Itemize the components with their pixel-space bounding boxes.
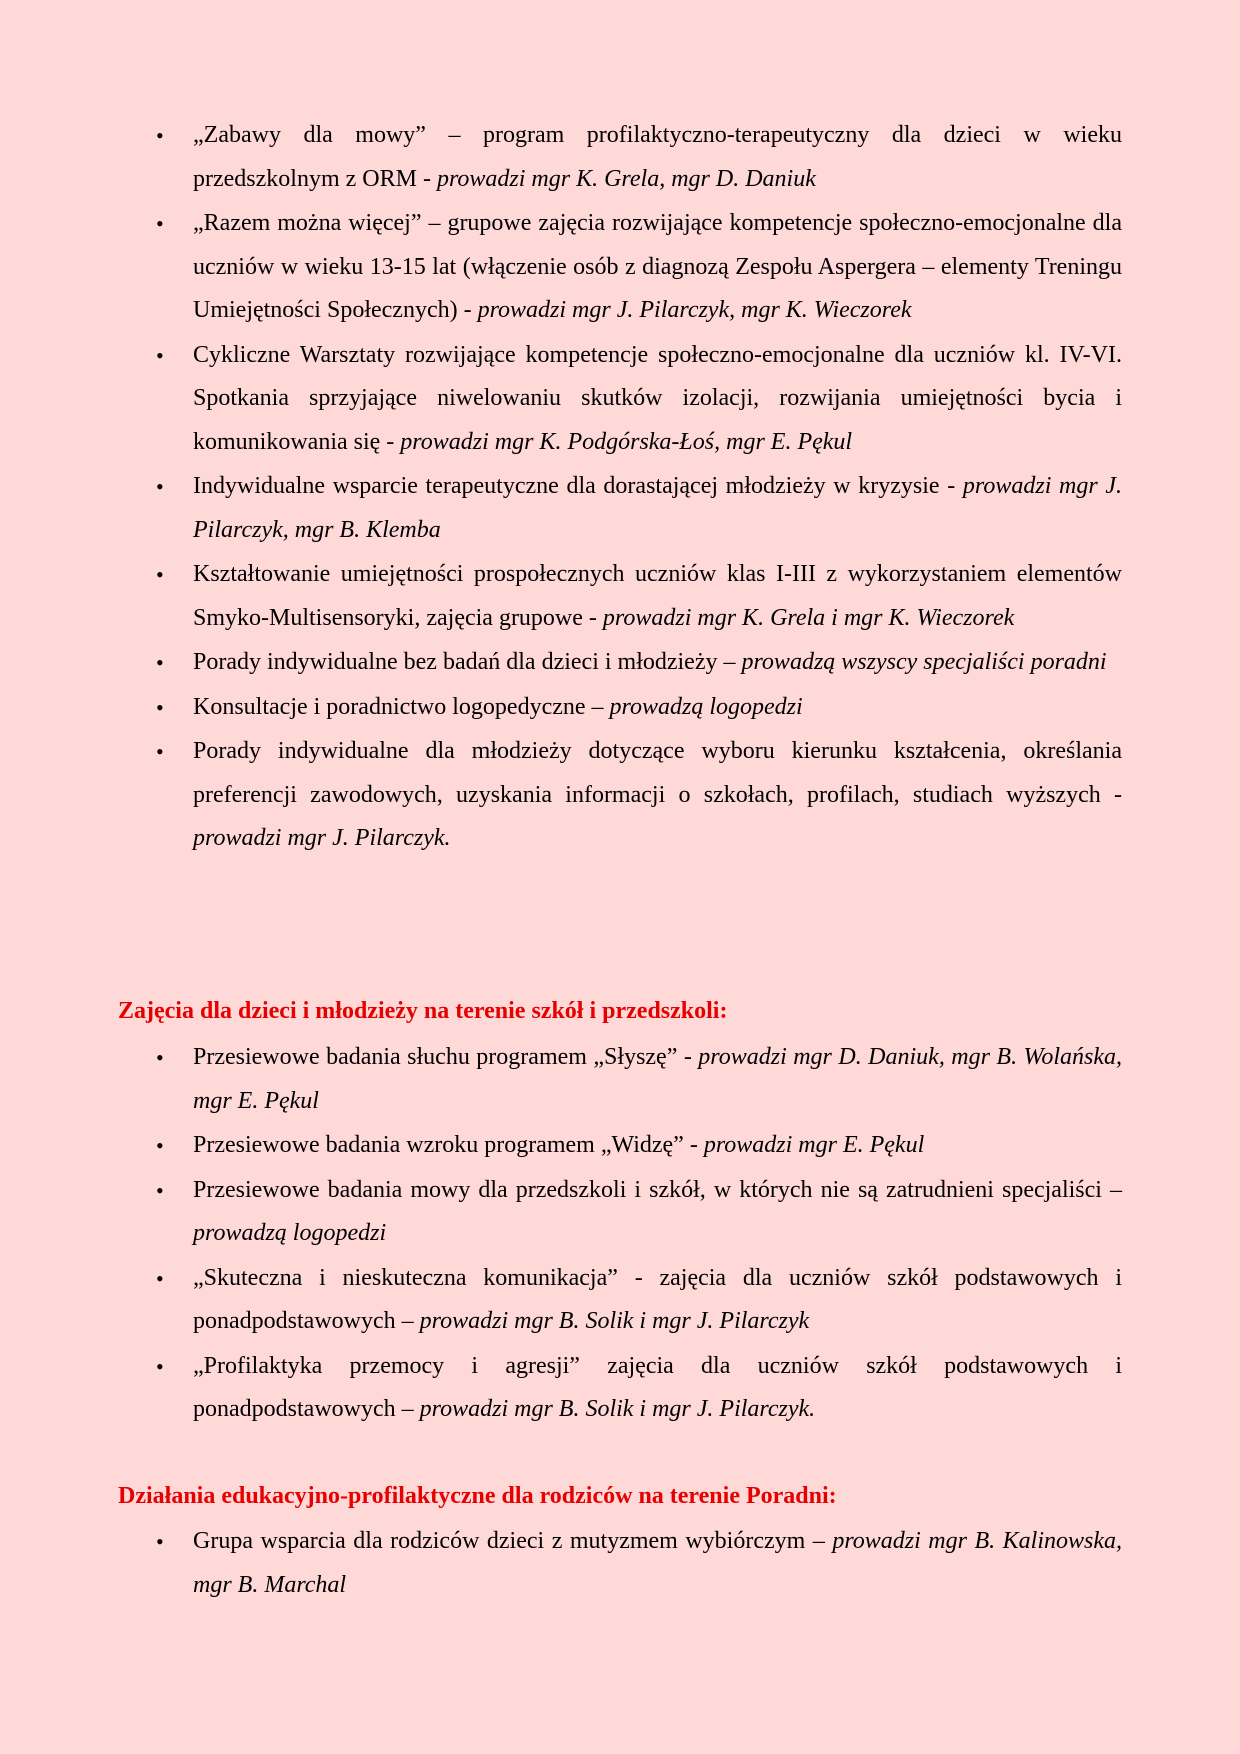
list-item: • „Skuteczna i nieskuteczna komunikacja” - zajęcia dla uczniów szkół podstawowych i ponadpodstawowych – prowadzi mgr B. Solik i mgr J. Pilarczyk	[193, 1257, 1122, 1344]
section-parents	[0, 1520, 1240, 1608]
section-schools	[0, 1036, 1240, 1433]
section-individual-activities	[0, 114, 1240, 862]
list-item: • Porady indywidualne bez badań dla dzieci i młodzieży – prowadzą wszyscy specjaliści poradni	[193, 641, 1122, 685]
bullet-list	[0, 1520, 1122, 1607]
list-item: • Konsultacje i poradnictwo logopedyczne – prowadzą logopedzi	[193, 686, 1122, 730]
list-item: • Przesiewowe badania mowy dla przedszkoli i szkół, w których nie są zatrudnieni specjaliści – prowadzą logopedzi	[193, 1169, 1122, 1256]
list-item: • Porady indywidualne dla młodzieży dotyczące wyboru kierunku kształcenia, określania preferencji zawodowych, uzyskania informacji o szkołach, profilach, studiach wyższych - prowadzi mgr J. Pilarczyk.	[193, 730, 1122, 861]
list-item: • „Razem można więcej” – grupowe zajęcia rozwijające kompetencje społeczno-emocjonalne dla uczniów w wieku 13-15 lat (włączenie osób z diagnozą Zespołu Aspergera – elementy Treningu Umiejętności Społecznych) - prowadzi mgr J. Pilarczyk, mgr K. Wieczorek	[193, 202, 1122, 333]
section-heading-schools: Zajęcia dla dzieci i młodzieży na terenie szkół i przedszkoli:	[118, 998, 728, 1024]
list-item: • Grupa wsparcia dla rodziców dzieci z mutyzmem wybiórczym – prowadzi mgr B. Kalinowska, mgr B. Marchal	[193, 1520, 1122, 1607]
list-item: • „Zabawy dla mowy” – program profilaktyczno-terapeutyczny dla dzieci w wieku przedszkolnym z ORM - prowadzi mgr K. Grela, mgr D. Daniuk	[193, 114, 1122, 201]
section-heading-parents: Działania edukacyjno-profilaktyczne dla rodziców na terenie Poradni:	[118, 1483, 837, 1509]
list-item: • Przesiewowe badania wzroku programem „Widzę” - prowadzi mgr E. Pękul	[193, 1124, 1122, 1168]
list-item: • Cykliczne Warsztaty rozwijające kompetencje społeczno-emocjonalne dla uczniów kl. IV-VI. Spotkania sprzyjające niwelowaniu skutków izolacji, rozwijania umiejętności bycia i komunikowania się - prowadzi mgr K. Podgórska-Łoś, mgr E. Pękul	[193, 334, 1122, 465]
list-item: • Przesiewowe badania słuchu programem „Słyszę” - prowadzi mgr D. Daniuk, mgr B. Wolańska, mgr E. Pękul	[193, 1036, 1122, 1123]
bullet-list	[0, 1036, 1122, 1432]
bullet-list	[0, 114, 1122, 861]
list-item: • Indywidualne wsparcie terapeutyczne dla dorastającej młodzieży w kryzysie - prowadzi mgr J. Pilarczyk, mgr B. Klemba	[193, 465, 1122, 552]
list-item: • „Profilaktyka przemocy i agresji” zajęcia dla uczniów szkół podstawowych i ponadpodstawowych – prowadzi mgr B. Solik i mgr J. Pilarczyk.	[193, 1345, 1122, 1432]
list-item: • Kształtowanie umiejętności prospołecznych uczniów klas I-III z wykorzystaniem elementów Smyko-Multisensoryki, zajęcia grupowe - prowadzi mgr K. Grela i mgr K. Wieczorek	[193, 553, 1122, 640]
